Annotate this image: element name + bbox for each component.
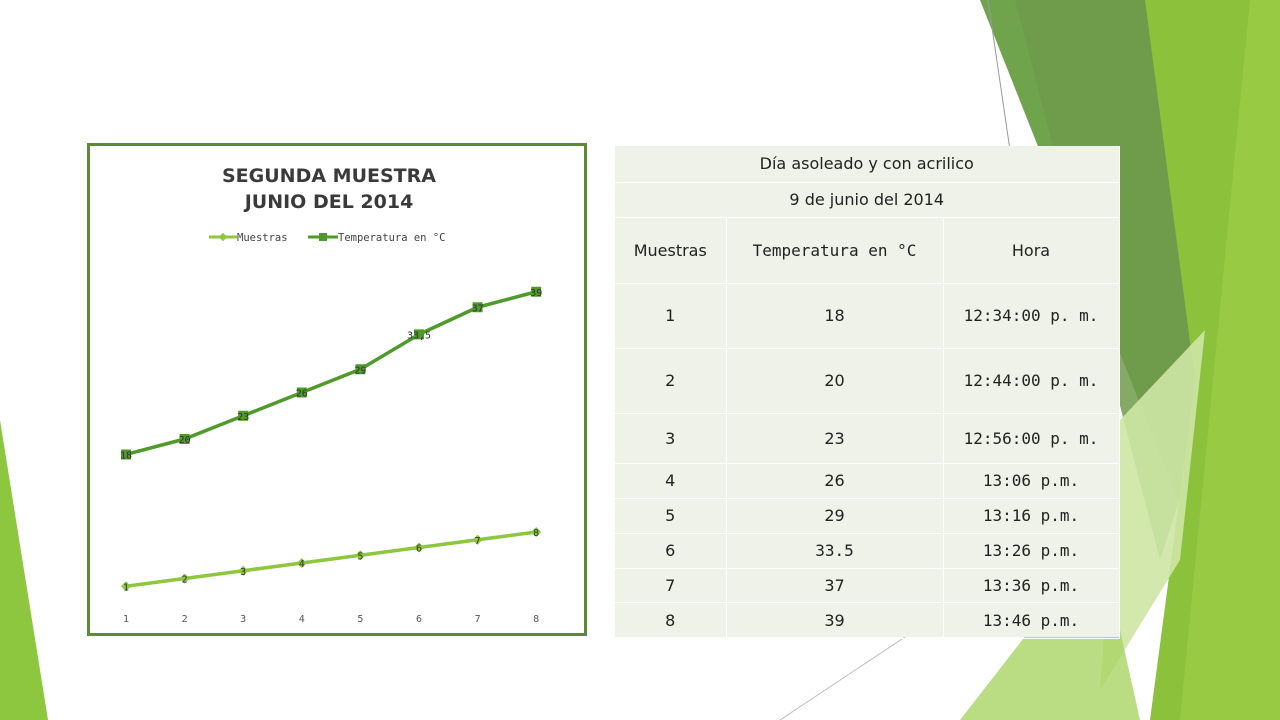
- cell-hora: 12:34:00 p. m.: [943, 283, 1119, 348]
- header-muestras: Muestras: [615, 217, 726, 283]
- cell-muestra: 4: [615, 463, 726, 498]
- cell-temperatura: 26: [726, 463, 943, 498]
- legend-muestras-label: Muestras: [237, 232, 288, 244]
- cell-hora: 13:16 p.m.: [943, 498, 1119, 533]
- thin-line-2: [780, 637, 905, 720]
- data-label: 26: [295, 388, 308, 400]
- cell-muestra: 1: [615, 283, 726, 348]
- data-table: [615, 146, 1120, 639]
- cell-muestra: 3: [615, 413, 726, 463]
- cell-temperatura: 18: [726, 283, 943, 348]
- cell-hora: 12:44:00 p. m.: [943, 348, 1119, 413]
- data-label: 7: [474, 535, 481, 547]
- x-tick-label: 8: [533, 614, 540, 625]
- data-label: 1: [122, 582, 130, 594]
- data-label: 29: [354, 365, 367, 377]
- data-label: 23: [237, 411, 250, 423]
- series-line-temperatura: [126, 292, 536, 455]
- table-row: [615, 533, 1119, 568]
- legend-temperatura-label: Temperatura en °C: [338, 232, 446, 244]
- cell-hora: 13:46 p.m.: [943, 602, 1119, 638]
- table-row: [615, 463, 1119, 498]
- cell-hora: 13:06 p.m.: [943, 463, 1119, 498]
- x-tick-label: 2: [181, 614, 188, 625]
- data-label: 20: [178, 435, 191, 446]
- data-label: 3: [240, 566, 247, 578]
- cell-temperatura: 33.5: [726, 533, 943, 568]
- cell-temperatura: 37: [726, 568, 943, 602]
- x-tick-label: 5: [357, 614, 364, 625]
- legend-temperatura-square-icon: [319, 233, 327, 241]
- cell-muestra: 5: [615, 498, 726, 533]
- data-label: 4: [298, 559, 305, 570]
- data-label: 39: [530, 287, 543, 299]
- cell-temperatura: 20: [726, 348, 943, 413]
- cell-muestra: 6: [615, 533, 726, 568]
- chart-title: SEGUNDA MUESTRA: [222, 165, 436, 187]
- plot-area: [120, 287, 542, 625]
- data-label: 2: [181, 574, 188, 586]
- data-label: 33,5: [406, 330, 432, 342]
- x-tick-label: 1: [122, 614, 130, 625]
- chart-subtitle: JUNIO DEL 2014: [244, 191, 414, 213]
- cell-hora: 13:26 p.m.: [943, 533, 1119, 568]
- data-label: 6: [415, 543, 423, 555]
- cell-temperatura: 39: [726, 602, 943, 638]
- header-temperatura: Temperatura en °C: [726, 217, 943, 283]
- x-tick-label: 6: [415, 614, 423, 625]
- data-label: 37: [471, 303, 484, 315]
- x-tick-label: 3: [240, 614, 247, 625]
- cell-temperatura: 23: [726, 413, 943, 463]
- cell-muestra: 7: [615, 568, 726, 602]
- legend: [209, 232, 445, 244]
- table-row: [615, 498, 1119, 533]
- cell-muestra: 2: [615, 348, 726, 413]
- table-row: [615, 602, 1119, 638]
- data-label: 5: [357, 551, 364, 563]
- data-label: 8: [533, 528, 540, 539]
- table-title: Día asoleado y con acrilico: [615, 146, 1119, 182]
- cell-muestra: 8: [615, 602, 726, 638]
- chart-frame: [87, 143, 587, 636]
- header-hora: Hora: [943, 217, 1119, 283]
- table-date: 9 de junio del 2014: [615, 182, 1119, 217]
- data-label: 18: [119, 450, 133, 462]
- table-row: [615, 413, 1119, 463]
- x-tick-label: 4: [298, 614, 305, 625]
- table-row: [615, 283, 1119, 348]
- data-table-panel: [615, 146, 1119, 637]
- table-row: [615, 348, 1119, 413]
- cell-hora: 12:56:00 p. m.: [943, 413, 1119, 463]
- line-chart: [90, 146, 584, 633]
- left-green-sliver: [0, 420, 48, 720]
- legend-muestras-diamond-icon: [219, 233, 227, 241]
- cell-temperatura: 29: [726, 498, 943, 533]
- cell-hora: 13:36 p.m.: [943, 568, 1119, 602]
- x-tick-label: 7: [474, 614, 481, 625]
- table-row: [615, 568, 1119, 602]
